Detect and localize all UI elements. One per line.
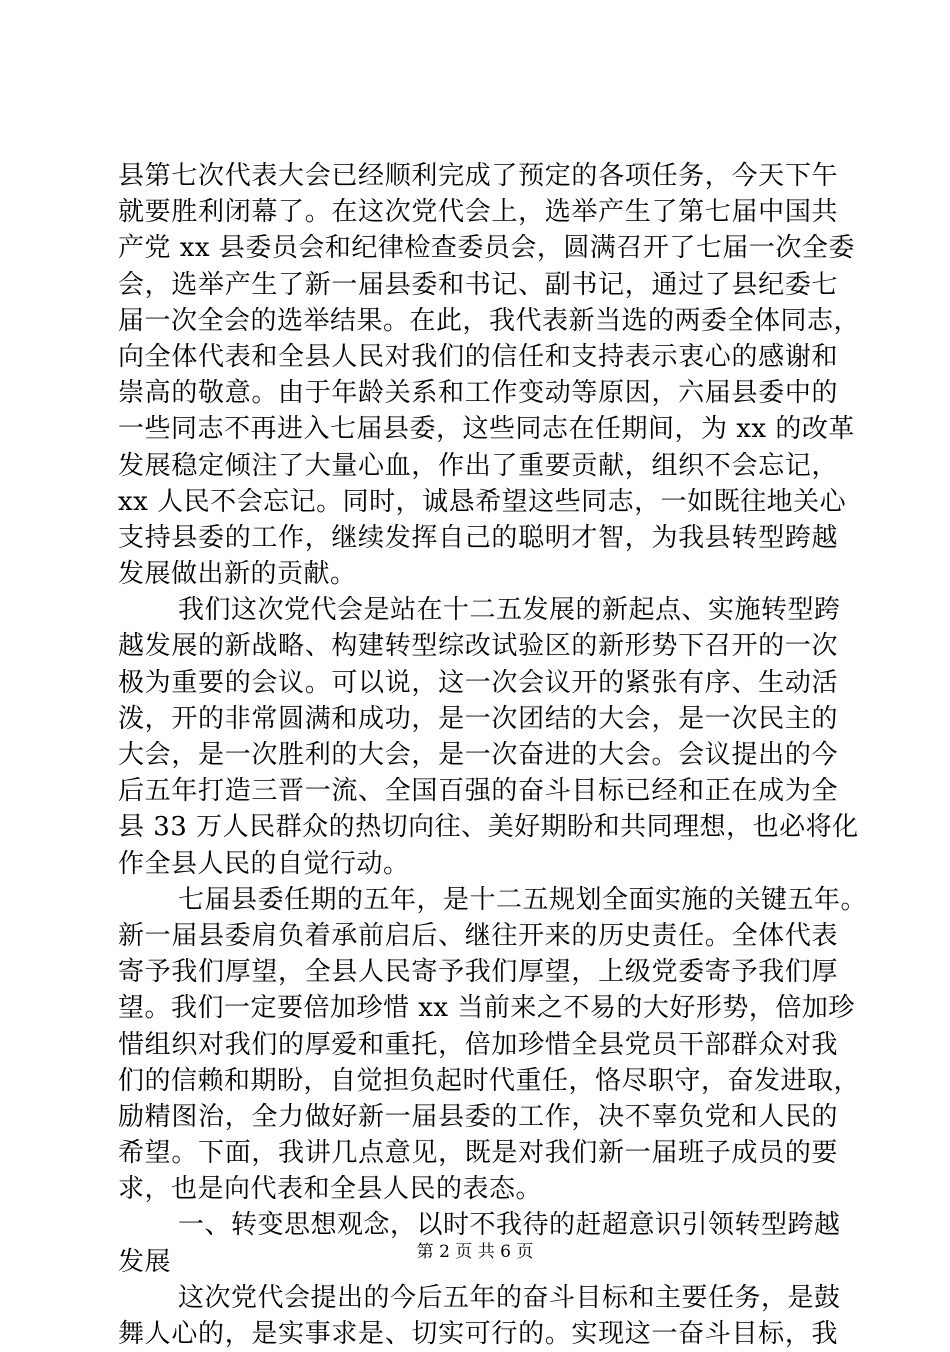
text-line: 发展稳定倾注了大量心血，作出了重要贡献，组织不会忘记， [118,450,838,481]
paragraph [118,158,861,592]
text-line: 励精图治，全力做好新一届县委的工作，决不辜负党和人民的 [118,1101,838,1132]
text-line: 们的信赖和期盼，自觉担负起时代重任，恪尽职守，奋发进取， [118,1065,861,1096]
text-line: 县 33 万人民群众的热切向往、美好期盼和共同理想，也必将化 [118,812,859,843]
text-line: 这次党代会提出的今后五年的奋斗目标和主要任务，是鼓 [178,1282,841,1313]
paragraph [118,592,859,882]
text-line: 新一届县委肩负着承前启后、继往开来的历史责任。全体代表 [118,920,838,951]
text-line: 一、转变思想观念，以时不我待的赶超意识引领转型跨越 [178,1210,841,1241]
text-line: 县第七次代表大会已经顺利完成了预定的各项任务，今天下午 [118,161,838,191]
page-number-footer: 第 2 页 共 6 页 [416,1242,534,1262]
text-line: 后五年打造三晋一流、全国百强的奋斗目标已经和正在成为全 [118,776,838,807]
document-body [118,158,868,1352]
text-line: 极为重要的会议。可以说，这一次会议开的紧张有序、生动活 [118,667,838,698]
text-line: 舞人心的，是实事求是、切实可行的。实现这一奋斗目标，我 [118,1319,838,1349]
text-line: 求，也是向代表和全县人民的表态。 [118,1174,543,1205]
text-line: 七届县委任期的五年，是十二五规划全面实施的关键五年。 [178,884,868,915]
text-line: 就要胜利闭幕了。在这次党代会上，选举产生了第七届中国共 [118,197,838,228]
text-line: 发展 [118,1246,172,1277]
text-line: 望。我们一定要倍加珍惜 xx 当前来之不易的大好形势，倍加珍 [118,993,855,1024]
text-line: 惜组织对我们的厚爱和重托，倍加珍惜全县党员干部群众对我 [118,1029,838,1060]
text-line: xx 人民不会忘记。同时，诚恳希望这些同志，一如既往地关心 [118,486,847,517]
paragraph [118,1280,841,1352]
paragraph [118,882,868,1208]
text-line: 作全县人民的自觉行动。 [118,848,410,879]
text-line: 会，选举产生了新一届县委和书记、副书记，通过了县纪委七 [118,269,838,300]
text-line: 寄予我们厚望，全县人民寄予我们厚望，上级党委寄予我们厚 [118,957,838,988]
text-line: 向全体代表和全县人民对我们的信任和支持表示衷心的感谢和 [118,341,838,372]
text-line: 发展做出新的贡献。 [118,559,357,590]
text-line: 一些同志不再进入七届县委，这些同志在任期间，为 xx 的改革 [118,414,855,445]
text-line: 希望。下面，我讲几点意见，既是对我们新一届班子成员的要 [118,1138,838,1169]
text-line: 我们这次党代会是站在十二五发展的新起点、实施转型跨 [178,595,841,626]
text-line: 泼，开的非常圆满和成功，是一次团结的大会，是一次民主的 [118,703,838,734]
text-line: 越发展的新战略、构建转型综改试验区的新形势下召开的一次 [118,631,838,662]
text-line: 届一次全会的选举结果。在此，我代表新当选的两委全体同志， [118,305,861,336]
text-line: 支持县委的工作，继续发挥自己的聪明才智，为我县转型跨越 [118,522,838,553]
text-line: 崇高的敬意。由于年龄关系和工作变动等原因，六届县委中的 [118,378,838,409]
text-line: 大会，是一次胜利的大会，是一次奋进的大会。会议提出的今 [118,740,838,770]
text-line: 产党 xx 县委员会和纪律检查委员会，圆满召开了七届一次全委 [118,233,855,264]
